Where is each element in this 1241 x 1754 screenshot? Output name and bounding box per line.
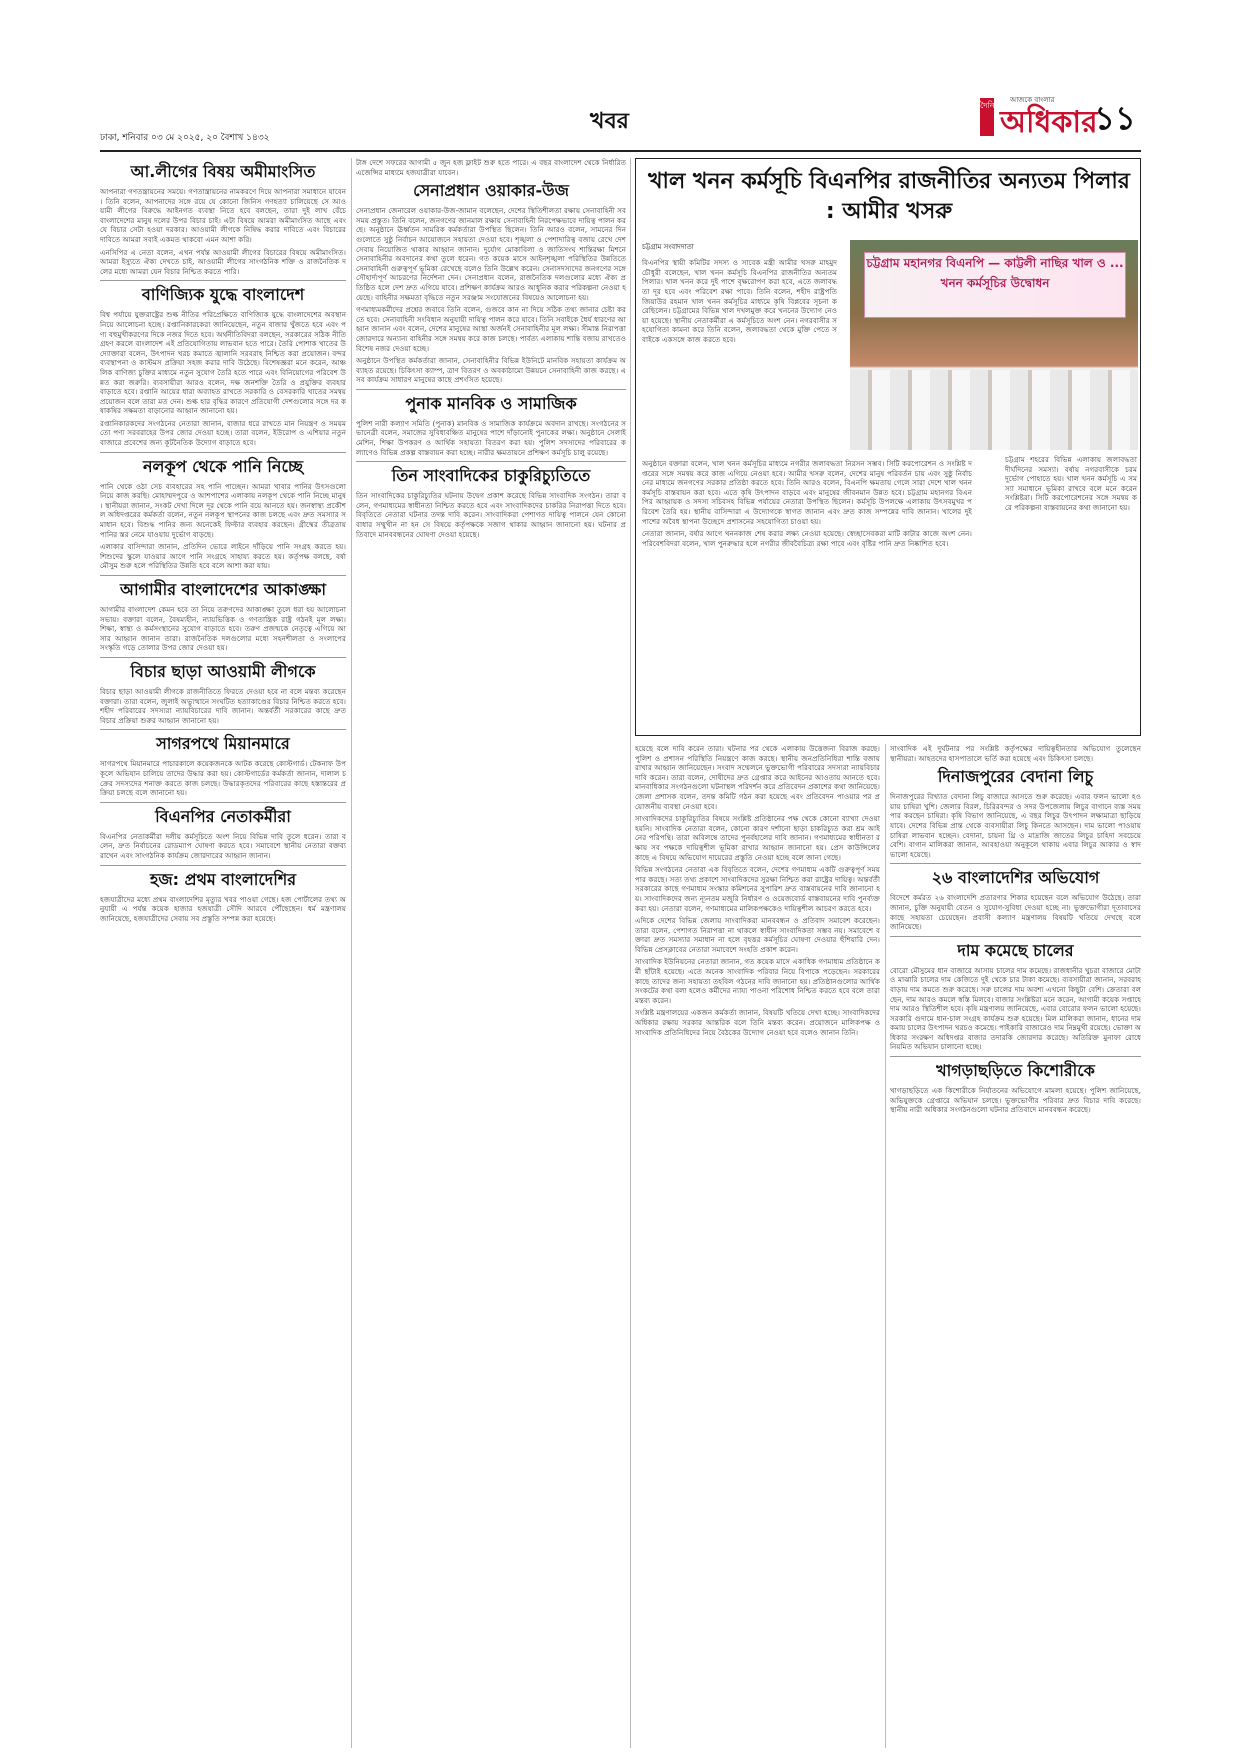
article-body: গণমাধ্যমকর্মীদের প্রশ্নের জবাবে তিনি বলেন, গুজবে কান না দিয়ে সঠিক তথ্য জানার চেষ্টা করতে হবে। সেনাবাহিনী সংবিধান অনুযায়ী দায়িত্ব পালন করে যাবে। তিনি সবাইকে ধৈর্য ধারণের আহ্বান জানান এবং বলেন, দেশের মানুষের আস্থা অর্জনই সেনাবাহিনীর মূল লক্ষ্য। সীমান্ত নিরাপত্তা জোরদারে অন্যান্য বাহিনীর সঙ্গে সমন্বয় করে কাজ চলছে। পার্বত্য এলাকায় শান্তি বজায় রাখতেও বিশেষ নজর দেওয়া হচ্ছে। [356,305,626,353]
headline-sea-route-myanmar: সাগরপথে মিয়ানমারে [156,734,290,754]
headline-hajj-first-bangladeshi: হজ: প্রথম বাংলাদেশির [149,869,297,889]
column-separator [885,744,886,1748]
headline-bnp-activists: বিএনপির নেতাকর্মীরা [155,806,291,826]
divider [100,452,346,453]
article-body: রপ্তানিকারকদের সংগঠনের নেতারা জানান, বাজার ধরে রাখতে মান নিয়ন্ত্রণ ও সময়মতো পণ্য সরবরাহের উপর জোর দেওয়া হচ্ছে। তারা বলেন, ইউরোপ ও এশিয়ার নতুন বাজারে প্রবেশের জন্য কূটনৈতিক উদ্যোগ বাড়াতে হবে। [100,418,346,448]
photo-banner-text: চট্টগ্রাম মহানগর বিএনপি — কাট্টলী নাছির খাল ও ... খনন কর্মসূচির উদ্বোধন [866,256,1124,290]
masthead-logo [980,96,1098,140]
logo-badge: দৈনিক [980,98,994,136]
divider [100,280,346,281]
divider [100,575,346,576]
article-body: পানি থেকে ওঠা সেচ ব্যবহারের সহ পানি পাচ্ছেন। আমরা খাবার পানির উৎসগুলো নিয়ে কাজ করছি। মোহাম্মদপুরে ও আশপাশের এলাকায় নলকূপ থেকে পানি নিচ্ছে মানুষ। স্থানীয়রা জানান, সংকট দেখা দিলে দূর থেকে পানি বয়ে আনতে হয়। জনস্বাস্থ্য প্রকৌশল অধিদপ্তরের কর্মকর্তা বলেন, নতুন নলকূপ স্থাপনের কাজ চলছে এবং দ্রুত সমস্যার সমাধান হবে। বিশুদ্ধ পানির জন্য অনেকেই ফিল্টার ব্যবহার করছেন। গ্রীষ্মের তীব্রতায় পানির স্তর নেমে যাওয়ায় দুর্ভোগ বাড়ছে। [100,481,346,539]
headline-26-bangladeshis: ২৬ বাংলাদেশির অভিযোগ [931,868,1100,888]
article-body: হয়েছে বলে দাবি করেন তারা। ঘটনার পর থেকে এলাকায় উত্তেজনা বিরাজ করছে। পুলিশ ও প্রশাসন পরিস্থিতি নিয়ন্ত্রণে কাজ করছে। স্থানীয় জনপ্রতিনিধিরা শান্তি বজায় রাখার আহ্বান জানিয়েছেন। সংবাদ সম্মেলনে ভুক্তভোগী পরিবারের সদস্যরা ন্যায়বিচার দাবি করেন। তারা বলেন, দোষীদের দ্রুত গ্রেপ্তার করে আইনের আওতায় আনতে হবে। মানবাধিকার সংগঠনগুলো ঘটনাস্থল পরিদর্শন করে প্রতিবেদন প্রকাশের কথা জানিয়েছে। জেলা প্রশাসক বলেন, তদন্ত কমিটি গঠন করা হয়েছে এবং প্রতিবেদন পাওয়ার পর প্রয়োজনীয় ব্যবস্থা নেওয়া হবে। [635,744,880,811]
lead-photo [850,240,1138,450]
page-header [100,96,1141,150]
headline-khagrachari: খাগড়াছড়িতে কিশোরীকে [936,1061,1095,1081]
headline-trial-awami-league: বিচার ছাড়া আওয়ামী লীগকে [130,661,316,681]
headline-tubewell-water: নলকূপ থেকে পানি নিচ্ছে [142,456,304,476]
article-body: চট্টগ্রাম শহরের বিভিন্ন এলাকায় জলাবদ্ধতা দীর্ঘদিনের সমস্যা। বর্ষায় নগরবাসীকে চরম দুর্ভোগ পোহাতে হয়। খাল খনন কর্মসূচি এ সমস্যা সমাধানে ভূমিকা রাখবে বলে মনে করেন সংশ্লিষ্টরা। সিটি করপোরেশনের সঙ্গে সমন্বয় করে পরিকল্পনা বাস্তবায়নের কথা জানানো হয়। [1005,455,1137,512]
article-body: এলাকার বাসিন্দারা জানান, প্রতিদিন ভোরে লাইনে দাঁড়িয়ে পানি সংগ্রহ করতে হয়। শিশুদের স্কুলে যাওয়ার আগে পানি সংগ্রহে সাহায্য করতে হয়। কর্তৃপক্ষ বলছে, বর্ষা মৌসুম শুরু হলে পরিস্থিতির উন্নতি হবে বলে আশা করা যায়। [100,542,346,571]
article-body: সাংবাদিক এই দুর্ঘটনার পর সংশ্লিষ্ট কর্তৃপক্ষের দায়িত্বহীনতার অভিযোগ তুলেছেন স্থানীয়রা। আহতদের হাসপাতালে ভর্তি করা হয়েছে এবং চিকিৎসা চলছে। [890,744,1141,763]
headline-rice-price: দাম কমেছে চালের [957,940,1074,960]
article-body: সেনাপ্রধান জেনারেল ওয়াকার-উজ-জামান বলেছেন, দেশের স্থিতিশীলতা রক্ষায় সেনাবাহিনী সব সময় প্রস্তুত। তিনি বলেন, জনগণের জানমাল রক্ষায় সেনাবাহিনী নিরপেক্ষভাবে দায়িত্ব পালন করছে। অনুষ্ঠানে ঊর্ধ্বতন সামরিক কর্মকর্তারা উপস্থিত ছিলেন। তিনি আরও বলেন, সামনের দিনগুলোতে সুষ্ঠু নির্বাচন আয়োজনে সহায়তা দেওয়া হবে। শৃঙ্খলা ও পেশাদারিত্ব বজায় রেখে দেশসেবায় নিয়োজিত থাকার আহ্বান জানান। দুর্যোগ মোকাবিলা ও জাতিসংঘ শান্তিরক্ষা মিশনে সেনাবাহিনীর অবদানের কথা তুলে ধরেন। গত কয়েক মাসে আইনশৃঙ্খলা পরিস্থিতির উন্নতিতে সেনাবাহিনী গুরুত্বপূর্ণ ভূমিকা রেখেছে বলেও তিনি উল্লেখ করেন। সেনাসদস্যদের জনগণের সঙ্গে সৌহার্দ্যপূর্ণ আচরণের নির্দেশনা দেন। সেনাপ্রধান বলেন, রাজনৈতিক দলগুলোর মধ্যে ঐক্য প্রতিষ্ঠিত হলে দেশ দ্রুত এগিয়ে যাবে। প্রশিক্ষণ কার্যক্রম আরও আধুনিক করার পরিকল্পনা নেওয়া হয়েছে। বাহিনীর সক্ষমতা বৃদ্ধিতে নতুন সরঞ্জাম সংযোজনের বিষয়েও আলোচনা হয়। [356,206,626,302]
article-body: সাংবাদিক ইউনিয়নের নেতারা জানান, গত কয়েক মাসে একাধিক গণমাধ্যম প্রতিষ্ঠানে কর্মী ছাঁটাই হয়েছে। এতে অনেক সাংবাদিক পরিবার নিয়ে বিপাকে পড়েছেন। সরকারের কাছে তাদের জন্য সহায়তা তহবিল গঠনের দাবি জানানো হয়। প্রতিষ্ঠানগুলোর আর্থিক সংকটের কথা বলা হলেও কর্মীদের ন্যায্য পাওনা পরিশোধ নিশ্চিত করতে হবে বলে তারা মন্তব্য করেন। [635,957,880,1005]
article-body: খাগড়াছড়িতে এক কিশোরীকে নির্যাতনের অভিযোগে মামলা হয়েছে। পুলিশ জানিয়েছে, অভিযুক্তকে গ্রেপ্তারে অভিযান চলছে। ভুক্তভোগীর পরিবার দ্রুত বিচার দাবি করেছে। স্থানীয় নারী অধিকার সংগঠনগুলো ঘটনার প্রতিবাদে মানববন্ধন করেছে। [890,1086,1141,1115]
lead-body-lower [642,459,972,729]
article-body: সাগরপথে মিয়ানমারে পাচারকালে কয়েকজনকে আটক করেছে কোস্টগার্ড। টেকনাফ উপকূলে অভিযান চালিয়ে তাদের উদ্ধার করা হয়। কোস্টগার্ডের কর্মকর্তা জানান, দালাল চক্রের সদস্যদের শনাক্ত করতে কাজ চলছে। উদ্ধারকৃতদের পরিবারের কাছে হস্তান্তরের প্রক্রিয়া চলছে বলে জানানো হয়। [100,759,346,798]
divider [356,389,626,390]
lead-text-lower [642,459,972,729]
article-body: দিনাজপুরের বিখ্যাত বেদানা লিচু বাজারে আসতে শুরু করেছে। এবার ফলন ভালো হওয়ায় চাষিরা খুশি। জেলার বিরল, চিরিরবন্দর ও সদর উপজেলায় লিচুর বাগানে ব্যস্ত সময় পার করছেন চাষিরা। কৃষি বিভাগ জানিয়েছে, এ বছর লিচুর উৎপাদন লক্ষ্যমাত্রা ছাড়িয়ে যাবে। দেশের বিভিন্ন প্রান্ত থেকে ব্যবসায়ীরা লিচু কিনতে আসছেন। দাম ভালো পাওয়ায় চাষিরা লাভবান হচ্ছেন। বেদানা, চায়না থ্রি ও মাদ্রাজি জাতের লিচুর চাহিদা সবচেয়ে বেশি। বাগান মালিকরা জানান, আবহাওয়া অনুকূলে থাকায় এবার লিচুর আকার ও স্বাদ ভালো হয়েছে। [890,792,1141,859]
headline-dinajpur-litchi: দিনাজপুরের বেদানা লিচু [937,767,1094,787]
header-rule [100,150,1141,152]
article-body: বিচার ছাড়া আওয়ামী লীগকে রাজনীতিতে ফিরতে দেওয়া হবে না বলে মন্তব্য করেছেন বক্তারা। তারা বলেন, জুলাই অভ্যুত্থানে সংঘটিত হত্যাকাণ্ডের বিচার নিশ্চিত করতে হবে। শহীদ পরিবারের সদস্যরা ন্যায়বিচারের দাবি জানান। অন্তর্বর্তী সরকারের কাছে দ্রুত বিচার প্রক্রিয়া শুরুর আহ্বান জানানো হয়। [100,686,346,725]
column-separator [630,158,631,1748]
article-body: হজযাত্রীদের মধ্যে প্রথম বাংলাদেশির মৃত্যুর খবর পাওয়া গেছে। হজ পোর্টালের তথ্য অনুযায়ী এ পর্যন্ত কয়েক হাজার হজযাত্রী সৌদি আরবে পৌঁছেছেন। ধর্ম মন্ত্রণালয় জানিয়েছে, হজযাত্রীদের সেবায় সব প্রস্তুতি সম্পন্ন করা হয়েছে। [100,894,346,923]
divider [890,936,1141,937]
article-body: অনুষ্ঠানে বক্তারা বলেন, খাল খনন কর্মসূচির মাধ্যমে নগরীর জলাবদ্ধতা নিরসন সম্ভব। সিটি করপোরেশন ও সংশ্লিষ্ট দপ্তরের সঙ্গে সমন্বয় করে কাজ এগিয়ে নেওয়া হবে। আমীর খসরু বলেন, দেশের মানুষ পরিবর্তন চায় এবং সুষ্ঠু নির্বাচনের মাধ্যমে জনগণের সরকার প্রতিষ্ঠা করতে হবে। তিনি আরও বলেন, বিএনপি ক্ষমতায় গেলে সারা দেশে খাল খনন কর্মসূচি বাস্তবায়ন করা হবে। এতে কৃষি উৎপাদন বাড়বে এবং মানুষের জীবনমান উন্নত হবে। চট্টগ্রাম মহানগর বিএনপির আহ্বায়ক ও সদস্য সচিবসহ বিভিন্ন পর্যায়ের নেতারা উপস্থিত ছিলেন। কর্মসূচি উপলক্ষে এলাকায় উৎসবমুখর পরিবেশ তৈরি হয়। স্থানীয় বাসিন্দারা এ উদ্যোগকে স্বাগত জানান এবং দ্রুত কাজ সম্পন্নের দাবি জানান। খালের দুই পাশের অবৈধ স্থাপনা উচ্ছেদে প্রশাসনের সহযোগিতা চাওয়া হয়। [642,459,972,526]
column-4 [890,744,1141,1748]
article-body: নেতারা জানান, বর্ষার আগে খননকাজ শেষ করার লক্ষ্য নেওয়া হয়েছে। স্বেচ্ছাসেবকরা মাটি কাটার কাজে অংশ নেন। পরিবেশবিদরা বলেন, খাল পুনরুদ্ধার হলে নগরীর জীববৈচিত্র্য রক্ষা পাবে এবং বৃষ্টির পানি দ্রুত নিষ্কাশিত হবে। [642,529,972,548]
column-2 [356,158,626,1748]
article-body: এদিকে দেশের বিভিন্ন জেলায় সাংবাদিকরা মানববন্ধন ও প্রতিবাদ সমাবেশ করেছেন। তারা বলেন, পেশাগত নিরাপত্তা না থাকলে স্বাধীন সাংবাদিকতা সম্ভব নয়। সমাবেশে বক্তারা দ্রুত সমস্যার সমাধান না হলে বৃহত্তর কর্মসূচির ঘোষণা দেওয়ার হুঁশিয়ারি দেন। বিভিন্ন প্রেসক্লাবের নেতারা সমাবেশে সংহতি প্রকাশ করেন। [635,916,880,954]
column-separator [351,158,352,1748]
issue-date: ঢাকা, শনিবার ০৩ মে ২০২৫, ২০ বৈশাখ ১৪৩২ [100,133,270,143]
divider [100,729,346,730]
article-body: বিদেশে কর্মরত ২৬ বাংলাদেশি প্রতারণার শিকার হয়েছেন বলে অভিযোগ উঠেছে। তারা জানান, চুক্তি অনুযায়ী বেতন ও সুযোগ-সুবিধা দেওয়া হচ্ছে না। ভুক্তভোগীরা দূতাবাসের কাছে সহায়তা চেয়েছেন। প্রবাসী কল্যাণ মন্ত্রণালয় বিষয়টি খতিয়ে দেখছে বলে জানিয়েছে। [890,893,1141,932]
lead-byline: চট্টগ্রাম সংবাদদাতা [642,243,694,251]
headline-three-journalists: তিন সাংবাদিকের চাকুরিচ্যুতিতে [391,466,591,486]
article-body: বিএনপির নেতাকর্মীরা দলীয় কর্মসূচিতে অংশ নিয়ে বিভিন্ন দাবি তুলে ধরেন। তারা বলেন, দ্রুত নির্বাচনের রোডম্যাপ ঘোষণা করতে হবে। সমাবেশে স্থানীয় নেতারা বক্তব্য রাখেন এবং সাংগঠনিক কার্যক্রম জোরদারের আহ্বান জানান। [100,831,346,860]
headline-army-chief: সেনাপ্রধান ওয়াকার-উজ [413,181,569,201]
article-body: সংশ্লিষ্ট মন্ত্রণালয়ের একজন কর্মকর্তা জানান, বিষয়টি খতিয়ে দেখা হচ্ছে। সাংবাদিকদের অধিকার রক্ষায় সরকার আন্তরিক বলে তিনি মন্তব্য করেন। প্রয়োজনে মালিকপক্ষ ও সাংবাদিক প্রতিনিধিদের নিয়ে বৈঠকের উদ্যোগ নেওয়া হবে বলেও জানান তিনি। [635,1008,880,1037]
headline-awami-league-unresolved: আ.লীগের বিষয় অমীমাংসিত [130,162,316,181]
article-body: অনুষ্ঠানে উপস্থিত কর্মকর্তারা জানান, সেনাবাহিনীর বিভিন্ন ইউনিটে মানবিক সহায়তা কার্যক্রম অব্যাহত রয়েছে। চিকিৎসা ক্যাম্প, ত্রাণ বিতরণ ও অবকাঠামো উন্নয়নে সেনাবাহিনী কাজ করছে। এসব কার্যক্রম সাধারণ মানুষের কাছে প্রশংসিত হয়েছে। [356,356,626,385]
article-body: সাংবাদিকদের চাকুরিচ্যুতির বিষয়ে সংশ্লিষ্ট প্রতিষ্ঠানের পক্ষ থেকে কোনো ব্যাখ্যা দেওয়া হয়নি। সাংবাদিক নেতারা বলেন, কোনো কারণ দর্শানো ছাড়া চাকরিচ্যুত করা শ্রম আইনের পরিপন্থি। তারা অবিলম্বে তাদের পুনর্বহালের দাবি জানান। গণমাধ্যমের স্বাধীনতা রক্ষায় সব পক্ষকে দায়িত্বশীল ভূমিকা রাখার আহ্বান জানানো হয়। প্রেস কাউন্সিলের কাছে এ বিষয়ে অভিযোগ দায়েরের প্রস্তুতি নেওয়া হচ্ছে বলে জানা গেছে। [635,814,880,862]
page-number: ১১ [1094,99,1136,137]
logo-tagline: আজকে বাংলার [1010,96,1055,104]
section-title: খবর [590,109,629,134]
lead-headline: খাল খনন কর্মসূচি বিএনপির রাজনীতির অন্যতম পিলার : আমীর খসরু [648,169,1130,224]
article-body: তিন সাংবাদিকের চাকুরিচ্যুতির ঘটনায় উদ্বেগ প্রকাশ করেছে বিভিন্ন সাংবাদিক সংগঠন। তারা বলেন, গণমাধ্যমের স্বাধীনতা নিশ্চিত করতে হবে এবং সাংবাদিকদের চাকরির নিরাপত্তা দিতে হবে। বিবৃতিতে নেতারা ঘটনার তদন্ত দাবি করেন। সাংবাদিকরা পেশাগত দায়িত্ব পালনে যেন কোনো বাধার সম্মুখীন না হন সে বিষয়ে কর্তৃপক্ষকে সজাগ থাকার আহ্বান জানানো হয়। ঘটনার প্রতিবাদে মানববন্ধনের ঘোষণা দেওয়া হয়েছে। [356,491,626,539]
article-body: বিশ্ব পর্যায়ে যুক্তরাষ্ট্রের শুল্ক নীতির পরিপ্রেক্ষিতে বাণিজ্যিক যুদ্ধে বাংলাদেশের অবস্থান নিয়ে আলোচনা হচ্ছে। রপ্তানিকারকেরা জানিয়েছেন, নতুন বাজার খুঁজতে হবে এবং পণ্য বহুমুখীকরণের দিকে নজর দিতে হবে। অর্থনীতিবিদরা বলছেন, সরকারের সঠিক নীতি গ্রহণ করলে বাংলাদেশ এই প্রতিযোগিতায় লাভবান হতে পারে। তৈরি পোশাক খাতের উদ্যোক্তারা বলেন, উৎপাদন খরচ কমাতে জ্বালানি সরবরাহ নিশ্চিত করা প্রয়োজন। বন্দর ব্যবস্থাপনা ও কাস্টমস প্রক্রিয়া সহজ করার দাবি উঠেছে। বিশেষজ্ঞরা মনে করেন, আঞ্চলিক বাণিজ্য চুক্তির মাধ্যমে নতুন সুযোগ তৈরি হতে পারে এবং বিনিয়োগের পরিবেশ উন্নত করা জরুরি। ব্যবসায়ীরা আরও বলেন, দক্ষ জনশক্তি তৈরি ও প্রযুক্তির ব্যবহার বাড়াতে হবে। রপ্তানি আয়ের ধারা অব্যাহত রাখতে সরকারি ও বেসরকারি খাতের সমন্বয় প্রয়োজন বলে তারা মত দেন। শুল্ক হার বৃদ্ধির কারণে প্রতিযোগী দেশগুলোর সঙ্গে দর কষাকষির সক্ষমতা বাড়ানোর আহ্বান জানানো হয়। [100,310,346,416]
photo-event-banner [864,252,1126,318]
photo-crowd [850,370,1138,450]
article-body: টাঙ্গ দেশে সফরের আগামী ৫ জুন হজ ফ্লাইট শুরু হতে পারে। এ বছর বাংলাদেশ থেকে নির্ধারিত এজেন্সির মাধ্যমে হজযাত্রীরা যাবেন। [356,158,626,177]
headline-punak: পুনাক মানবিক ও সামাজিক [405,393,577,413]
article-body: বিভিন্ন সংগঠনের নেতারা এক বিবৃতিতে বলেন, দেশের গণমাধ্যম একটি গুরুত্বপূর্ণ সময় পার করছে। সত্য তথ্য প্রকাশে সাংবাদিকদের সুরক্ষা নিশ্চিত করা রাষ্ট্রের দায়িত্ব। অন্তর্বর্তী সরকারের কাছে গণমাধ্যম সংস্কার কমিশনের সুপারিশ দ্রুত বাস্তবায়নের দাবি জানানো হয়। সাংবাদিকদের জন্য ন্যূনতম মজুরি নির্ধারণ ও ওয়েজবোর্ড বাস্তবায়নের দাবি পুনর্ব্যক্ত করা হয়। নেতারা বলেন, গণমাধ্যমের মালিকপক্ষকেও দায়িত্বশীল আচরণ করতে হবে। [635,865,880,913]
article-body: বিএনপির স্থায়ী কমিটির সদস্য ও সাবেক মন্ত্রী আমীর খসরু মাহমুদ চৌধুরী বলেছেন, খাল খনন কর্মসূচি বিএনপির রাজনীতির অন্যতম পিলার। খাল খনন করে দুই পাশে বৃক্ষরোপণ করা হবে, এতে জলাবদ্ধতা দূর হবে এবং পরিবেশ রক্ষা পাবে। তিনি বলেন, শহীদ রাষ্ট্রপতি জিয়াউর রহমান খাল খনন কর্মসূচির মাধ্যমে কৃষি বিপ্লবের সূচনা করেছিলেন। চট্টগ্রামের বিভিন্ন খাল দখলমুক্ত করে খননের উদ্যোগ নেওয়া হয়েছে। স্থানীয় নেতাকর্মীরা এ কর্মসূচিতে অংশ নেন। নগরবাসীর সহযোগিতা কামনা করে তিনি বলেন, জলাবদ্ধতা থেকে মুক্তি পেতে সবাইকে একসঙ্গে কাজ করতে হবে। [642,258,837,344]
article-body: আগামীর বাংলাদেশ কেমন হবে তা নিয়ে তরুণদের আকাঙ্ক্ষা তুলে ধরা হয় আলোচনা সভায়। বক্তারা বলেন, বৈষম্যহীন, ন্যায়ভিত্তিক ও গণতান্ত্রিক রাষ্ট্র গঠনই মূল লক্ষ্য। শিক্ষা, স্বাস্থ্য ও কর্মসংস্থানের সুযোগ বাড়াতে হবে। তরুণ প্রজন্মকে নেতৃত্বে এগিয়ে আসার আহ্বান জানান তারা। রাজনৈতিক দলগুলোর মধ্যে সহনশীলতা ও সংলাপের সংস্কৃতি গড়ে তোলার উপর জোর দেওয়া হয়। [100,605,346,653]
article-body: এনসিপির এ নেতা বলেন, এখন পর্যন্ত আওয়ামী লীগের বিচারের বিষয়ে অমীমাংসিত। আমরা ইস্যুতে ঐক্য দেখতে চাই, আওয়ামী লীগের সাংগঠনিক শক্তি ও রাজনৈতিক দলের মধ্যে আমরা যেন বিচার নিশ্চিত করতে পারি। [100,247,346,276]
divider [890,1056,1141,1057]
divider [100,802,346,803]
divider [100,657,346,658]
article-body: পুলিশ নারী কল্যাণ সমিতি (পুনাক) মানবিক ও সামাজিক কার্যক্রমে অবদান রাখছে। সংগঠনের সভানেত্রী বলেন, সমাজের সুবিধাবঞ্চিত মানুষের পাশে দাঁড়ানোই পুনাকের লক্ষ্য। অনুষ্ঠানে সেলাই মেশিন, শিক্ষা উপকরণ ও আর্থিক সহায়তা বিতরণ করা হয়। পুলিশ সদস্যদের পরিবারের কল্যাণেও বিভিন্ন প্রকল্প বাস্তবায়ন করা হচ্ছে। নারীর ক্ষমতায়নে প্রশিক্ষণ কর্মসূচি চালু রয়েছে। [356,418,626,457]
divider [100,865,346,866]
article-body: বোরো মৌসুমের ধান বাজারে আসায় চালের দাম কমেছে। রাজধানীর খুচরা বাজারে মোটা ও মাঝারি চালের দাম কেজিতে দুই থেকে চার টাকা কমেছে। ব্যবসায়ীরা জানান, সরবরাহ বাড়ায় দাম কমতে শুরু করেছে। সরু চালের দাম অবশ্য এখনো কিছুটা বেশি। ক্রেতারা বলছেন, দাম আরও কমলে স্বস্তি মিলবে। বাজার সংশ্লিষ্টরা মনে করেন, আগামী কয়েক সপ্তাহে দাম আরও স্থিতিশীল হবে। কৃষি মন্ত্রণালয় জানিয়েছে, এবার বোরোর ফলন ভালো হয়েছে। সরকারি গুদামে ধান-চাল সংগ্রহ কার্যক্রম শুরু হয়েছে। মিল মালিকরা জানান, ধানের দাম কমায় চালের উৎপাদন খরচও কমেছে। পাইকারি বাজারেও দাম নিম্নমুখী রয়েছে। ভোক্তা অধিকার সংরক্ষণ অধিদপ্তর বাজার তদারকি জোরদার করেছে। অতিরিক্ত মুনাফা রোধে নিয়মিত অভিযান চালানো হচ্ছে। [890,965,1141,1052]
divider [356,461,626,462]
article-body: আপনারা গণতন্ত্রায়নের সময়ে। গণতান্ত্রায়নের নামকরণে দিয়ে আপনারা সমাধানে যাবেন। তিনি বলেন, আপনাদের সঙ্গে রয়ে যে কোনো জিনিস গণহত্যা চালিয়েছে সে আওয়ামী লীগের বিরুদ্ধে আইনগত ব্যবস্থা নিতে হবে বলছেন, তারা দুই লাখ বেঁচে বাংলাদেশের মানুষ দলের উপর বিচার চাই। এটা বিষয়ে আমরা অমীমাংসিত আছে এবং যে বিচার সেটা হওয়া দরকার। আওয়ামী লীগকে নিষিদ্ধ করার দাবিতে এবং বিচারের দাবিতে আমরা সবাই একমত থাকবো এমন আশা করি। [100,187,346,244]
logo-wordmark: অধিকার [1000,105,1098,140]
column-1 [100,158,346,1748]
headline-future-bangladesh: আগামীর বাংলাদেশের আকাঙ্ক্ষা [120,580,326,599]
lead-right-text [1005,455,1137,730]
column-3 [635,744,880,1748]
headline-trade-war: বাণিজ্যিক যুদ্ধে বাংলাদেশ [141,285,305,305]
divider [890,863,1141,864]
